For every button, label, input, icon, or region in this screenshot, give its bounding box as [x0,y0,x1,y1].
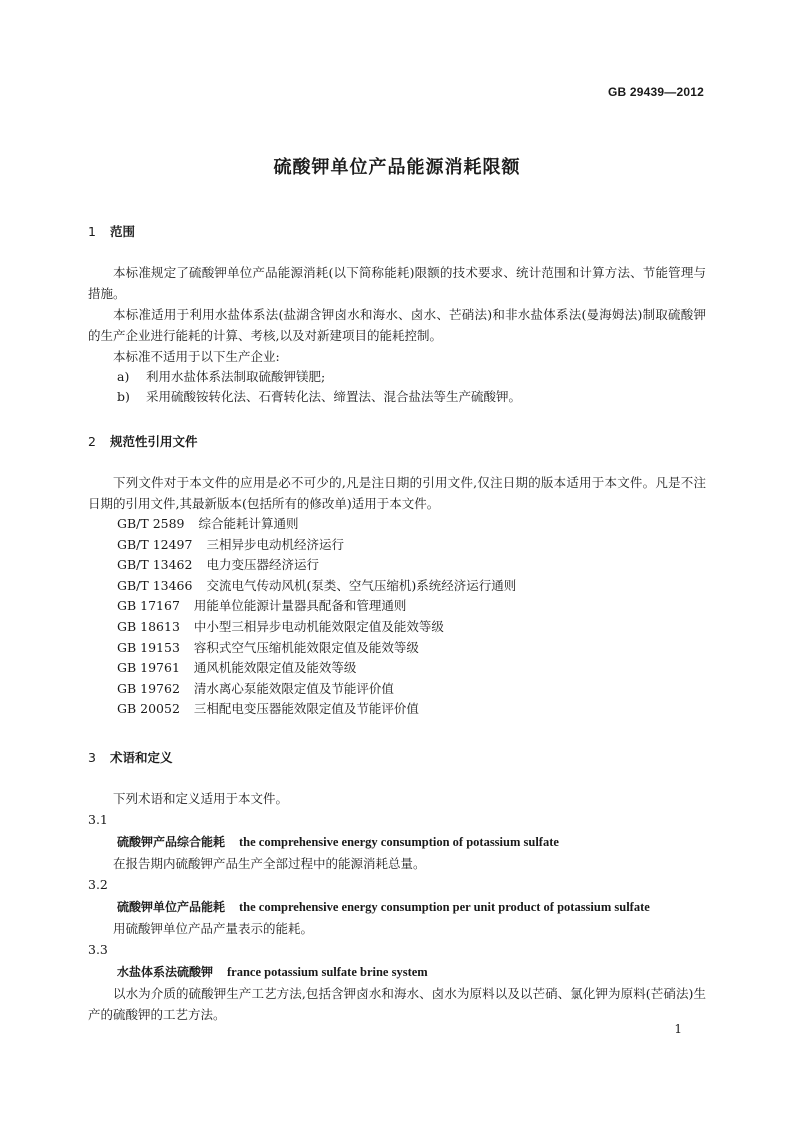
reference-code: GB/T 2589 [117,516,185,531]
list-item [88,367,706,387]
reference-title: 通风机能效限定值及能效等级 [193,660,357,676]
section-title: 术语和定义 [110,750,173,765]
list-text: 采用硫酸铵转化法、石膏转化法、缔置法、混合盐法等生产硫酸钾。 [146,389,522,404]
reference-title: 交流电气传动风机(泵类、空气压缩机)系统经济运行通则 [206,577,517,593]
section-heading [88,748,706,766]
section-scope [88,222,706,240]
term-zh: 水盐体系法硫酸钾 [117,965,214,979]
page-number: 1 [674,1022,682,1036]
section-heading [88,432,706,450]
reference-title: 用能单位能源计量器具配备和管理通则 [193,598,407,614]
section-heading [88,222,706,240]
list-marker: a) [117,369,130,384]
reference-item [88,699,706,720]
reference-item [88,638,706,659]
paragraph: 下列文件对于本文件的应用是必不可少的,凡是注日期的引用文件,仅注日期的版本适用于本文件。凡是不注日期的引用文件,其最新版本(包括所有的修改单)适用于本文件。 [88,475,706,511]
reference-code: GB 19153 [117,639,180,655]
reference-item [88,679,706,700]
reference-code: GB 19762 [117,680,180,696]
reference-item [88,617,706,638]
section-number: 1 [88,224,96,239]
list-marker: b) [117,389,130,404]
term-entry [88,896,706,918]
term-entry [88,831,706,853]
reference-code: GB/T 13466 [117,577,193,593]
reference-code: GB 19761 [117,660,180,676]
section-number: 2 [88,434,96,449]
section-terms-body [88,788,706,1025]
section-scope-body [88,262,706,407]
reference-title: 综合能耗计算通则 [198,516,299,531]
term-definition: 用硫酸钾单位产品产量表示的能耗。 [113,921,314,936]
reference-code: GB/T 12497 [117,536,193,552]
section-references-body [88,472,706,720]
paragraph: 下列术语和定义适用于本文件。 [113,791,289,806]
reference-item [88,596,706,617]
reference-item [88,535,706,556]
reference-item [88,514,706,535]
document-code: GB 29439—2012 [608,85,704,99]
reference-title: 中小型三相异步电动机能效限定值及能效等级 [193,618,444,634]
reference-title: 三相配电变压器能效限定值及节能评价值 [193,701,419,717]
reference-item [88,555,706,576]
reference-code: GB 17167 [117,598,180,614]
term-zh: 硫酸钾单位产品能耗 [117,900,226,914]
section-title: 范围 [110,224,136,239]
reference-code: GB 20052 [117,701,180,717]
reference-item [88,658,706,679]
reference-code: GB/T 13462 [117,557,193,573]
document-title: 硫酸钾单位产品能源消耗限额 [273,157,521,178]
term-entry [88,961,706,983]
reference-code: GB 18613 [117,618,180,634]
reference-title: 电力变压器经济运行 [206,557,319,573]
paragraph: 本标准不适用于以下生产企业: [113,349,280,364]
term-definition: 在报告期内硫酸钾产品生产全部过程中的能源消耗总量。 [113,856,426,871]
paragraph: 本标准规定了硫酸钾单位产品能源消耗(以下简称能耗)限额的技术要求、统计范围和计算方法、节能管理与措施。 [88,265,706,301]
clause-number: 3.3 [88,942,108,957]
term-definition: 以水为介质的硫酸钾生产工艺方法,包括含钾卤水和海水、卤水为原料以及以芒硝、氯化钾为原料(芒硝法)生产的硫酸钾的工艺方法。 [88,986,706,1022]
section-number: 3 [88,750,96,765]
reference-item [88,576,706,597]
term-en: the comprehensive energy consumption per unit product of potassium sulfate [239,900,650,914]
list-item [88,387,706,407]
reference-title: 清水离心泵能效限定值及节能评价值 [193,680,394,696]
section-normative-references [88,432,706,450]
term-zh: 硫酸钾产品综合能耗 [117,835,226,849]
section-terms-definitions [88,748,706,766]
list-text: 利用水盐体系法制取硫酸钾镁肥; [146,369,326,384]
clause-number: 3.2 [88,877,108,892]
section-title: 规范性引用文件 [110,434,198,449]
clause-number: 3.1 [88,812,108,827]
term-en: the comprehensive energy consumption of potassium sulfate [239,835,559,849]
paragraph: 本标准适用于利用水盐体系法(盐湖含钾卤水和海水、卤水、芒硝法)和非水盐体系法(曼海姆法)制取硫酸钾的生产企业进行能耗的计算、考核,以及对新建项目的能耗控制。 [88,307,706,343]
reference-title: 容积式空气压缩机能效限定值及能效等级 [193,639,419,655]
term-en: france potassium sulfate brine system [227,965,428,979]
reference-title: 三相异步电动机经济运行 [206,536,344,552]
